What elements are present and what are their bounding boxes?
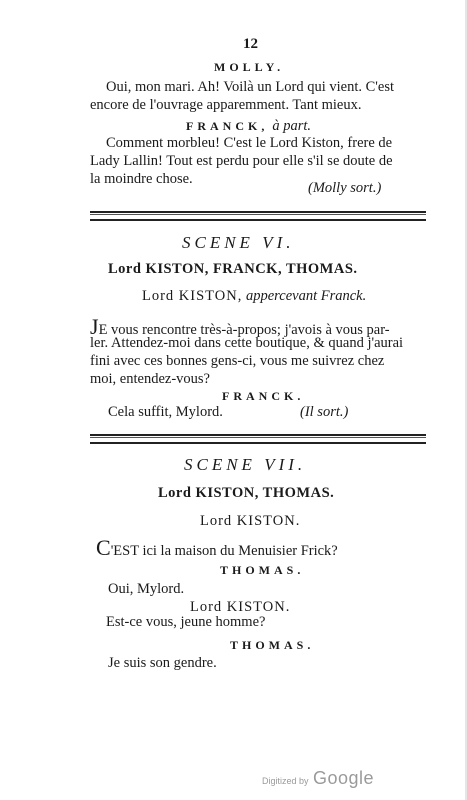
speaker-franck-line (186, 117, 311, 135)
kiston-speech-line-3: fini avec ces bonnes gens-ci, vous me suivrez chez (90, 353, 385, 369)
franck-reply: Cela suffit, Mylord. (108, 404, 223, 420)
franck-line-3: la moindre chose. (90, 171, 193, 187)
franck-line-2: Lady Lallin! Tout est perdu pour elle s'il se doute de (90, 153, 393, 169)
molly-line-1: Oui, mon mari. Ah! Voilà un Lord qui vient. C'est (106, 79, 395, 95)
stage-direction-a-part: à part. (272, 118, 311, 134)
scene-vi-cast (108, 261, 358, 278)
google-logo: Google (312, 768, 375, 788)
section-divider-2 (90, 434, 426, 444)
kiston-line-2: Est-ce vous, jeune homme? (106, 614, 266, 630)
scene-vi-cast-text: Lord KISTON, FRANCK, THOMAS. (108, 261, 358, 277)
kiston-speech-text-1: E vous rencontre très-à-propos; j'avois à vous par- (98, 322, 390, 338)
watermark-prefix: Digitized by (262, 776, 309, 786)
speaker-lord-kiston-3: Lord KISTON. (190, 599, 291, 615)
thomas-line-1: Oui, Mylord. (108, 581, 185, 597)
scene-vii-cast (158, 485, 334, 502)
scene-vi-title: SCENE VI. (182, 233, 295, 252)
drop-cap-j: J (90, 314, 99, 339)
speaker-thomas-2: THOMAS. (230, 638, 315, 652)
kiston-line-1-text: 'EST ici la maison du Menuisier Frick? (110, 543, 338, 559)
stage-direction-molly-sort: (Molly sort.) (308, 180, 382, 196)
scene-vii-cast-text: Lord KISTON, THOMAS. (158, 485, 335, 501)
speaker-franck-2: FRANCK. (222, 389, 305, 403)
scene-vii-title: SCENE VII. (184, 455, 307, 474)
speaker-franck: FRANCK, (186, 119, 269, 133)
speaker-thomas-1: THOMAS. (220, 563, 305, 577)
molly-line-2: encore de l'ouvrage apparemment. Tant mieux. (90, 97, 362, 113)
speaker-lord-kiston: Lord KISTON, (142, 288, 243, 304)
page-number: 12 (243, 36, 258, 52)
franck-line-1: Comment morbleu! C'est le Lord Kiston, frere de (106, 135, 393, 151)
drop-cap-c: C (96, 535, 111, 560)
stage-direction-il-sort: (Il sort.) (300, 404, 349, 420)
thomas-line-2: Je suis son gendre. (108, 655, 217, 671)
stage-direction-appercevant: appercevant Franck. (245, 288, 367, 304)
kiston-speech-line-2: ler. Attendez-moi dans cette boutique, & quand j'aurai (90, 335, 404, 351)
kiston-line-1 (96, 537, 338, 560)
digitized-by-google-watermark (262, 768, 374, 789)
scene-vi-speaker-line (142, 288, 366, 305)
kiston-speech-line-4: moi, entendez-vous? (90, 371, 210, 387)
section-divider-1 (90, 211, 426, 221)
speaker-lord-kiston-2: Lord KISTON. (200, 513, 301, 529)
speaker-molly: MOLLY. (214, 60, 285, 74)
